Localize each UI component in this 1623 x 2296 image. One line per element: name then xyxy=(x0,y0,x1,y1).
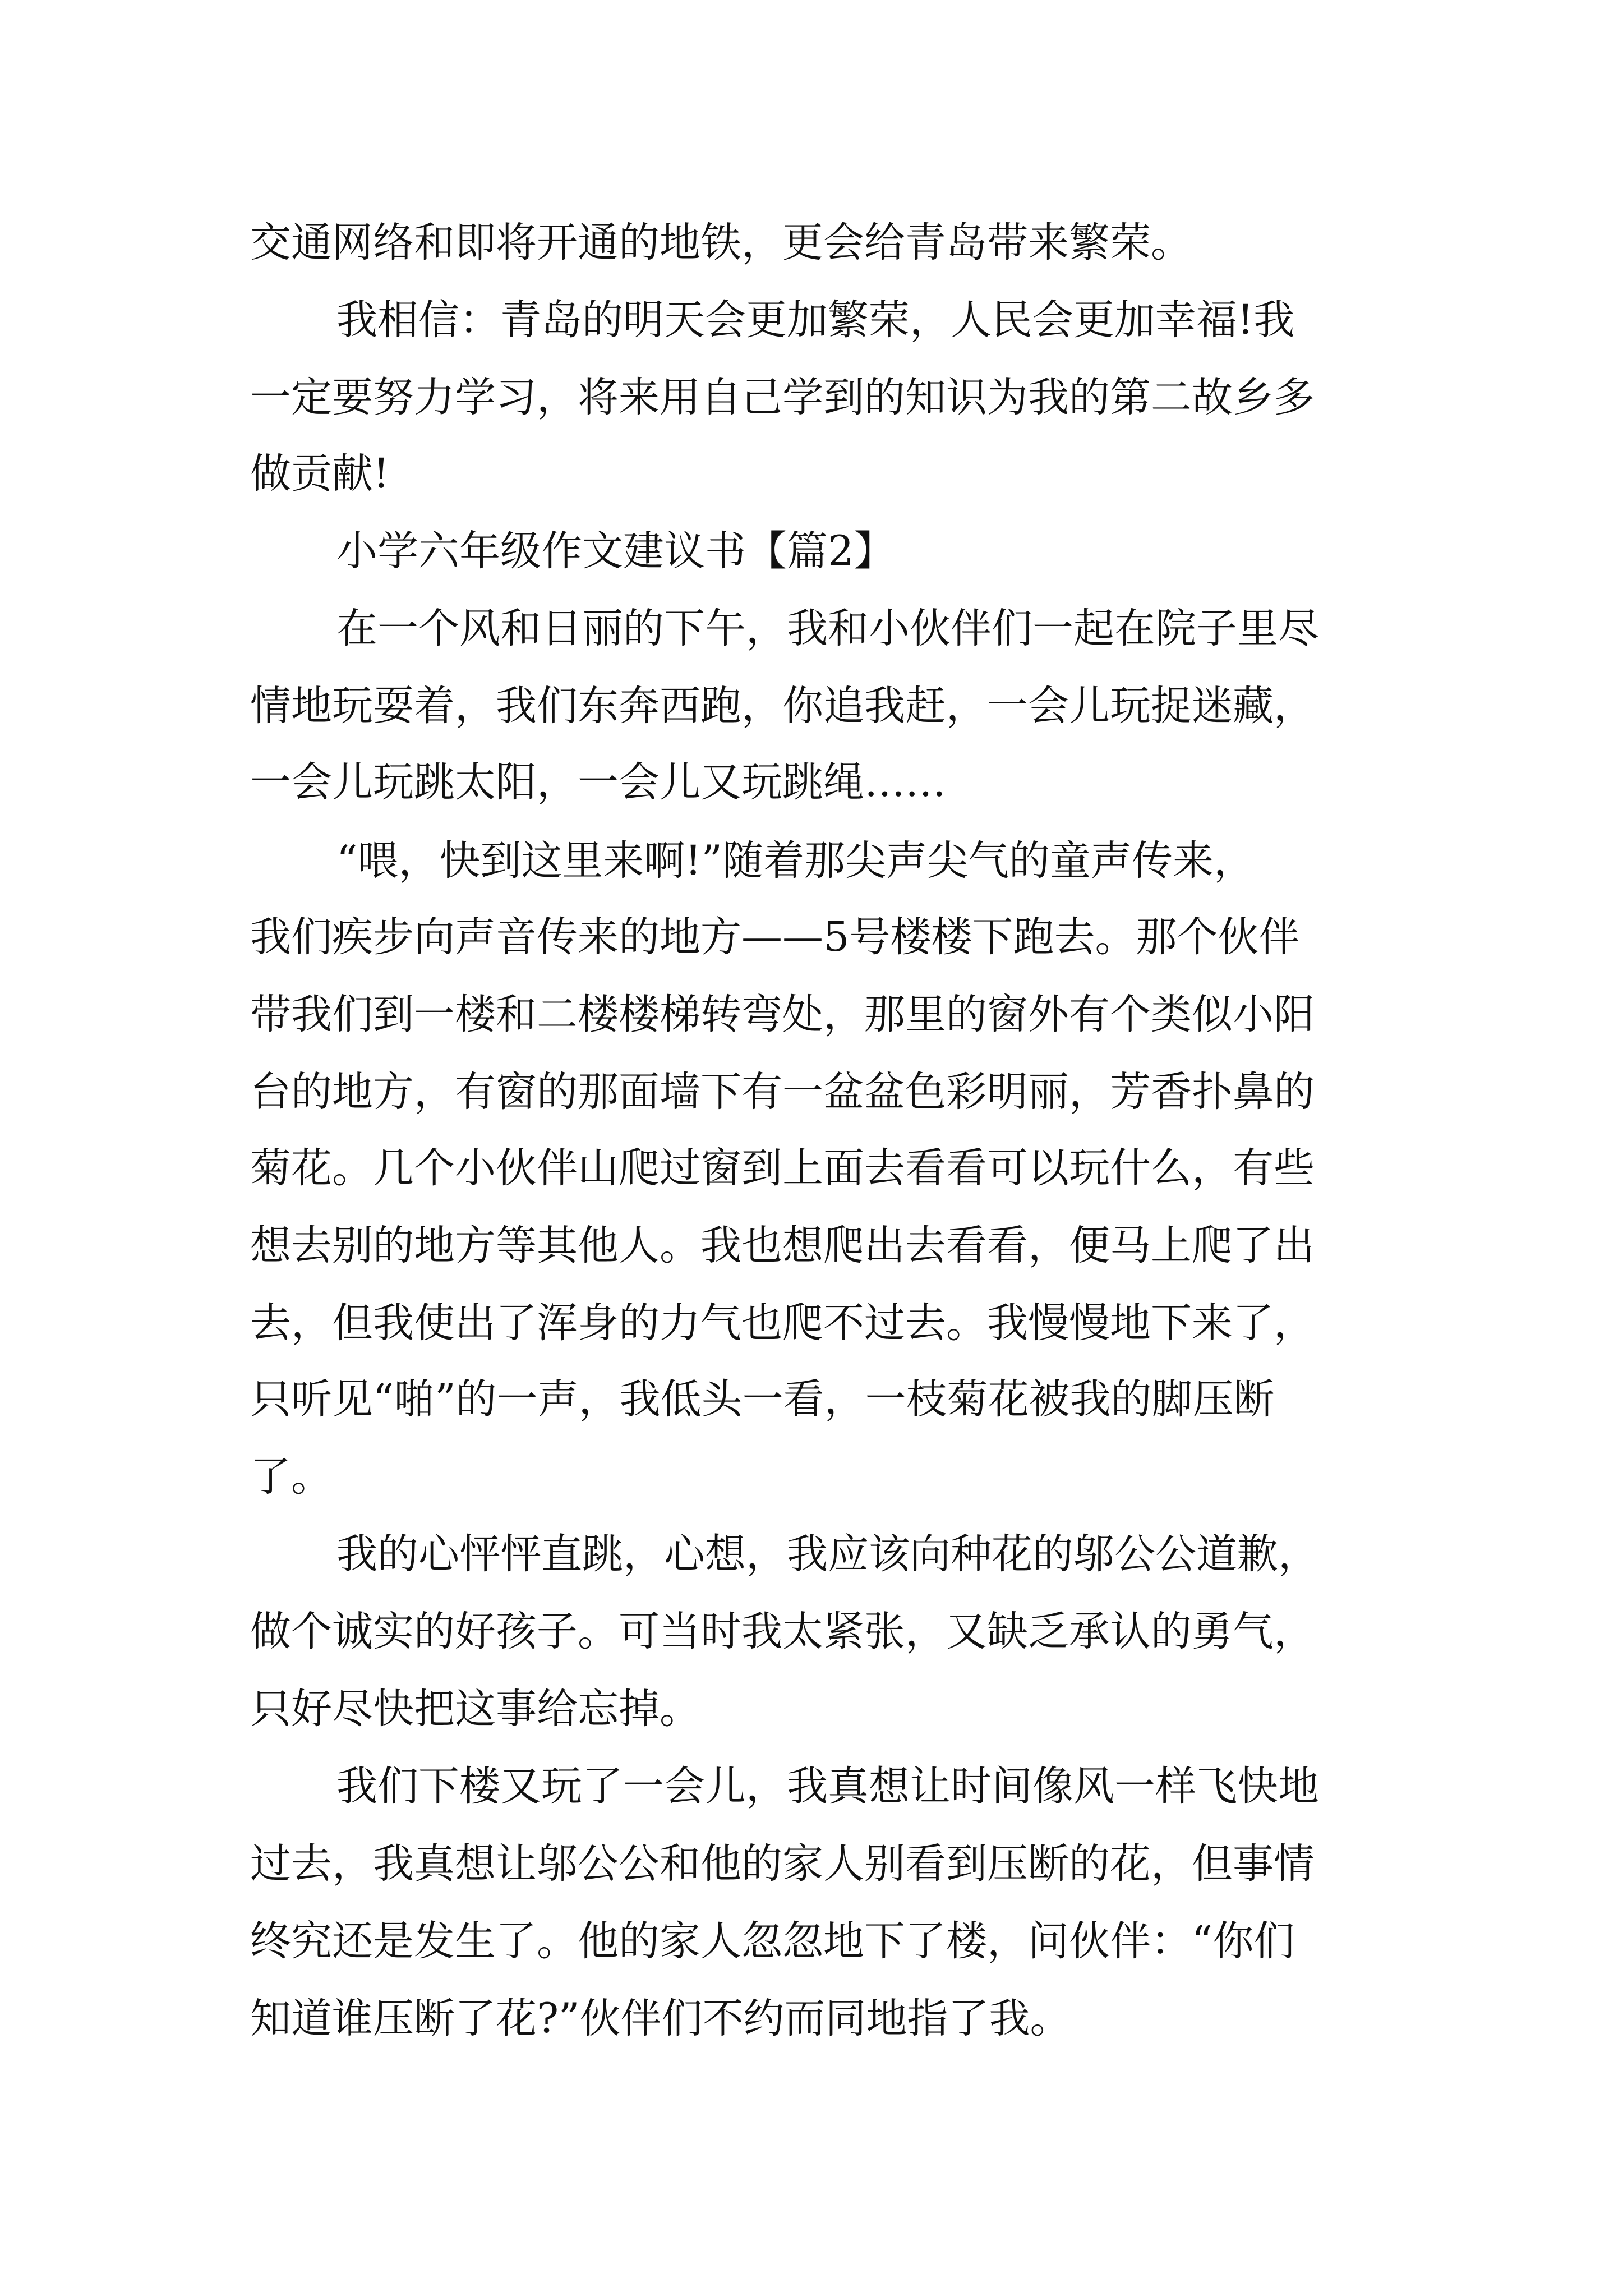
text-line: 我们下楼又玩了一会儿，我真想让时间像风一样飞快地 xyxy=(336,1763,1319,1810)
text-line: “喂，快到这里来啊!”随着那尖声尖气的童声传来， xyxy=(336,837,1255,885)
text-line: 只好尽快把这事给忘掉。 xyxy=(250,1685,700,1733)
text-line: 想去别的地方等其他人。我也想爬出去看看，便马上爬了出 xyxy=(250,1222,1315,1269)
text-line: 交通网络和即将开通的地铁，更会给青岛带来繁荣。 xyxy=(250,219,1192,266)
text-line: 我相信：青岛的明天会更加繁荣，人民会更加幸福!我 xyxy=(336,296,1295,344)
text-line: 过去，我真想让邬公公和他的家人别看到压断的花，但事情 xyxy=(250,1840,1315,1888)
text-line: 终究还是发生了。他的家人忽忽地下了楼，问伙伴：“你们 xyxy=(250,1917,1295,1965)
text-line: 知道谁压断了花?”伙伴们不约而同地指了我。 xyxy=(250,1995,1071,2042)
text-line: 一会儿玩跳太阳，一会儿又玩跳绳…… xyxy=(250,758,946,806)
text-line: 台的地方，有窗的那面墙下有一盆盆色彩明丽，芳香扑鼻的 xyxy=(250,1068,1315,1116)
text-line: 带我们到一楼和二楼楼梯转弯处，那里的窗外有个类似小阳 xyxy=(250,991,1315,1038)
text-line: 我的心怦怦直跳，心想，我应该向种花的邬公公道歉， xyxy=(336,1530,1319,1578)
text-line: 情地玩耍着，我们东奔西跑，你追我赶，一会儿玩捉迷藏， xyxy=(250,682,1315,730)
text-line: 了。 xyxy=(250,1453,332,1501)
text-line: 我们疾步向声音传来的地方——5号楼楼下跑去。那个伙伴 xyxy=(250,913,1300,961)
text-line: 一定要努力学习，将来用自己学到的知识为我的第二故乡多 xyxy=(250,374,1315,421)
text-line: 菊花。几个小伙伴山爬过窗到上面去看看可以玩什么，有些 xyxy=(250,1144,1315,1192)
text-line: 做个诚实的好孩子。可当时我太紧张，又缺乏承认的勇气， xyxy=(250,1608,1315,1655)
text-line: 做贡献! xyxy=(250,450,390,498)
text-line: 去，但我使出了浑身的力气也爬不过去。我慢慢地下来了， xyxy=(250,1299,1315,1347)
text-line: 在一个风和日丽的下午，我和小伙伴们一起在院子里尽 xyxy=(336,605,1319,652)
text-line: 只听见“啪”的一声，我低头一看，一枝菊花被我的脚压断 xyxy=(250,1375,1275,1423)
section-heading: 小学六年级作文建议书【篇2】 xyxy=(336,527,895,575)
